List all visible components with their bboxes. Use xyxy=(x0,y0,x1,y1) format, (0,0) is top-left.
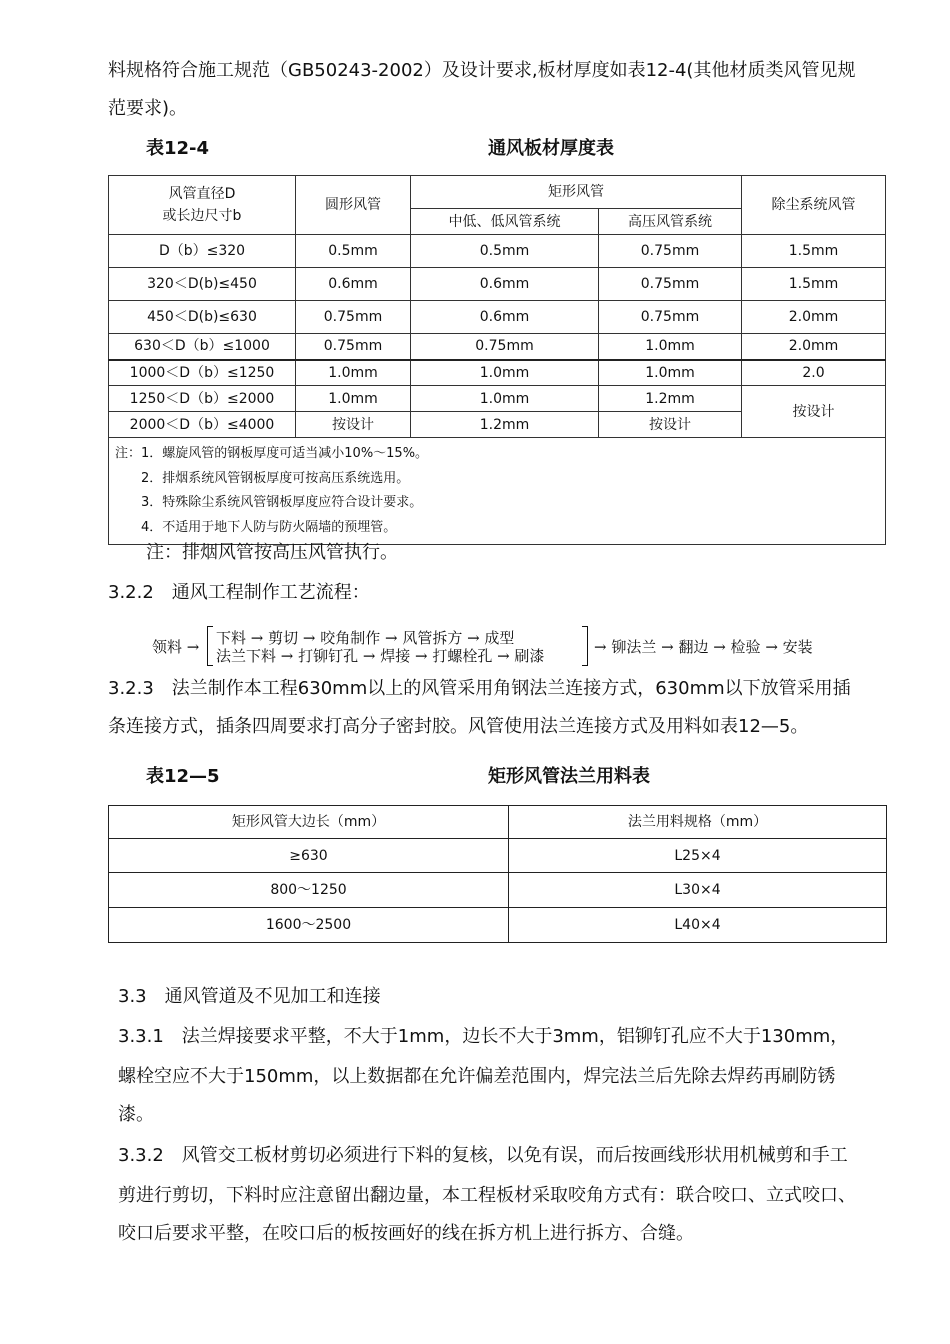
header-round: 圆形风管 xyxy=(296,176,411,235)
section-3-2-3-line-2: 条连接方式，插条四周要求打高分子密封胶。风管使用法兰连接方式及用料如表12—5。 xyxy=(108,716,809,737)
intro-line-2: 范要求)。 xyxy=(108,98,188,119)
cell-merged: 按设计 xyxy=(742,386,886,438)
note-1: 注：1．螺旋风管的钢板厚度可适当减小10%～15%。 xyxy=(115,446,429,461)
section-3-2-3-line-1: 3.2.3 法兰制作本工程630mm以上的风管采用角钢法兰连接方式，630mm以下放管采用插 xyxy=(108,678,851,699)
cell: D（b）≤320 xyxy=(109,235,296,268)
table2-label: 表12—5 xyxy=(146,766,220,787)
cell: 1250＜D（b）≤2000 xyxy=(109,386,296,412)
thickness-table xyxy=(108,175,886,545)
note-after-table: 注：排烟风管按高压风管执行。 xyxy=(146,542,398,563)
header-long-side: 矩形风管大边长（mm） xyxy=(109,806,509,839)
cell: 0.6mm xyxy=(296,268,411,301)
intro-line-1: 料规格符合施工规范（GB50243-2002）及设计要求,板材厚度如表12-4(其他材质类风管见规 xyxy=(108,60,856,81)
header-size-line-2: 或长边尺寸b xyxy=(162,208,242,224)
header-rect-high: 高压风管系统 xyxy=(599,209,742,235)
cell: 1.0mm xyxy=(296,360,411,386)
cell: 2.0 xyxy=(742,360,886,386)
cell: 1.2mm xyxy=(599,386,742,412)
cell: 0.75mm xyxy=(599,268,742,301)
table-row xyxy=(109,360,886,386)
section-3-3-2-line-3: 咬口后要求平整，在咬口后的板按画好的线在拆方机上进行拆方、合缝。 xyxy=(118,1223,694,1244)
note-4: 4．不适用于地下人防与防火隔墙的预埋管。 xyxy=(141,519,397,535)
cell: L40×4 xyxy=(509,908,887,943)
header-rect-low: 中低、低风管系统 xyxy=(411,209,599,235)
table-row xyxy=(109,268,886,301)
flow-top-line: 下料 → 剪切 → 咬角制作 → 风管拆方 → 成型 xyxy=(216,629,515,647)
cell: 1.5mm xyxy=(742,268,886,301)
table-row xyxy=(109,386,886,412)
cell: 800～1250 xyxy=(109,873,509,908)
cell: 按设计 xyxy=(296,412,411,438)
table-row xyxy=(109,908,887,943)
cell: 1.2mm xyxy=(411,412,599,438)
section-3-3-1-line-1: 3.3.1 法兰焊接要求平整，不大于1mm，边长不大于3mm，铝铆钉孔应不大于130mm， xyxy=(118,1026,849,1047)
cell: 450＜D(b)≤630 xyxy=(109,301,296,334)
table-row xyxy=(109,301,886,334)
cell: 1.5mm xyxy=(742,235,886,268)
section-3-3-1-line-2: 螺栓空应不大于150mm，以上数据都在允许偏差范围内，焊完法兰后先除去焊药再刷防锈 xyxy=(118,1066,836,1087)
cell: 0.75mm xyxy=(599,301,742,334)
table-row xyxy=(109,334,886,360)
cell: 1600～2500 xyxy=(109,908,509,943)
flow-start: 领料 → xyxy=(152,638,200,656)
table2-title: 矩形风管法兰用料表 xyxy=(488,766,650,787)
cell: ≥630 xyxy=(109,839,509,873)
section-3-3: 3.3 通风管道及不见加工和连接 xyxy=(118,986,381,1007)
note-3: 3．特殊除尘系统风管钢板厚度应符合设计要求。 xyxy=(141,495,423,510)
cell: 1.0mm xyxy=(599,360,742,386)
cell: 1.0mm xyxy=(599,334,742,360)
cell: 2.0mm xyxy=(742,301,886,334)
cell: 0.5mm xyxy=(296,235,411,268)
cell: 0.75mm xyxy=(599,235,742,268)
header-flange-spec: 法兰用料规格（mm） xyxy=(509,806,887,839)
cell: 0.6mm xyxy=(411,268,599,301)
cell: 2000＜D（b）≤4000 xyxy=(109,412,296,438)
flange-table xyxy=(108,805,887,943)
section-3-3-1-line-3: 漆。 xyxy=(118,1104,154,1125)
table-notes xyxy=(109,438,886,545)
cell: 1000＜D（b）≤1250 xyxy=(109,360,296,386)
section-3-2-2: 3.2.2 通风工程制作工艺流程： xyxy=(108,582,370,603)
table-notes-row xyxy=(109,438,886,545)
cell: 630＜D（b）≤1000 xyxy=(109,334,296,360)
table1-label: 表12-4 xyxy=(146,138,210,159)
flow-end: → 铆法兰 → 翻边 → 检验 → 安装 xyxy=(594,638,813,656)
cell: L25×4 xyxy=(509,839,887,873)
header-size xyxy=(109,176,296,235)
cell: 0.6mm xyxy=(411,301,599,334)
table-row xyxy=(109,839,887,873)
flow-bottom-line: 法兰下料 → 打铆钉孔 → 焊接 → 打螺栓孔 → 刷漆 xyxy=(216,647,545,665)
section-3-3-2-line-1: 3.3.2 风管交工板材剪切必须进行下料的复核，以免有误，而后按画线形状用机械剪和手工 xyxy=(118,1145,848,1166)
cell: 0.5mm xyxy=(411,235,599,268)
cell: L30×4 xyxy=(509,873,887,908)
cell: 320＜D(b)≤450 xyxy=(109,268,296,301)
cell: 0.75mm xyxy=(411,334,599,360)
header-rect: 矩形风管 xyxy=(411,176,742,209)
right-bracket xyxy=(582,626,588,666)
cell: 0.75mm xyxy=(296,301,411,334)
table-row xyxy=(109,873,887,908)
cell: 1.0mm xyxy=(411,386,599,412)
cell: 0.75mm xyxy=(296,334,411,360)
cell: 1.0mm xyxy=(296,386,411,412)
table-row xyxy=(109,235,886,268)
table1-title: 通风板材厚度表 xyxy=(488,138,614,159)
header-size-line-1: 风管直径D xyxy=(168,186,236,202)
left-bracket xyxy=(207,626,213,666)
cell: 1.0mm xyxy=(411,360,599,386)
cell: 按设计 xyxy=(599,412,742,438)
note-2: 2．排烟系统风管钢板厚度可按高压系统选用。 xyxy=(141,470,410,486)
header-dust: 除尘系统风管 xyxy=(742,176,886,235)
cell: 2.0mm xyxy=(742,334,886,360)
section-3-3-2-line-2: 剪进行剪切，下料时应注意留出翻边量，本工程板材采取咬角方式有：联合咬口、立式咬口、 xyxy=(118,1185,856,1206)
